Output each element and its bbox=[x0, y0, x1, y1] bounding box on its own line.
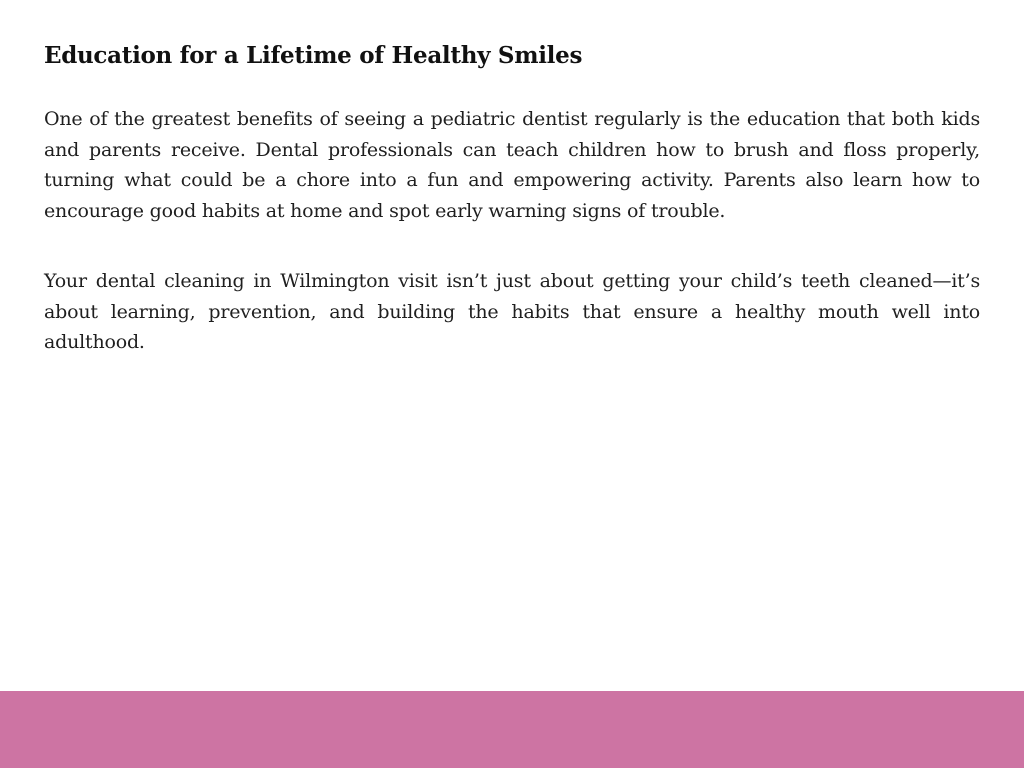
article-title: Education for a Lifetime of Healthy Smiles bbox=[44, 42, 583, 69]
article-paragraph-1: One of the greatest benefits of seeing a pediatric dentist regularly is the education that both kids and parents receive. Dental professionals can teach children how to brush and floss properly, turning what could be a chore into a fun and empowering activity. Parents also learn how to encourage good habits at home and spot early warning signs of trouble. bbox=[44, 108, 980, 222]
footer-color-bar bbox=[0, 691, 1024, 768]
article-paragraph-2: Your dental cleaning in Wilmington visit isn’t just about getting your child’s teeth cleaned—it’s about learning, prevention, and building the habits that ensure a healthy mouth well into adulthood. bbox=[44, 270, 980, 353]
article-content bbox=[44, 38, 980, 398]
